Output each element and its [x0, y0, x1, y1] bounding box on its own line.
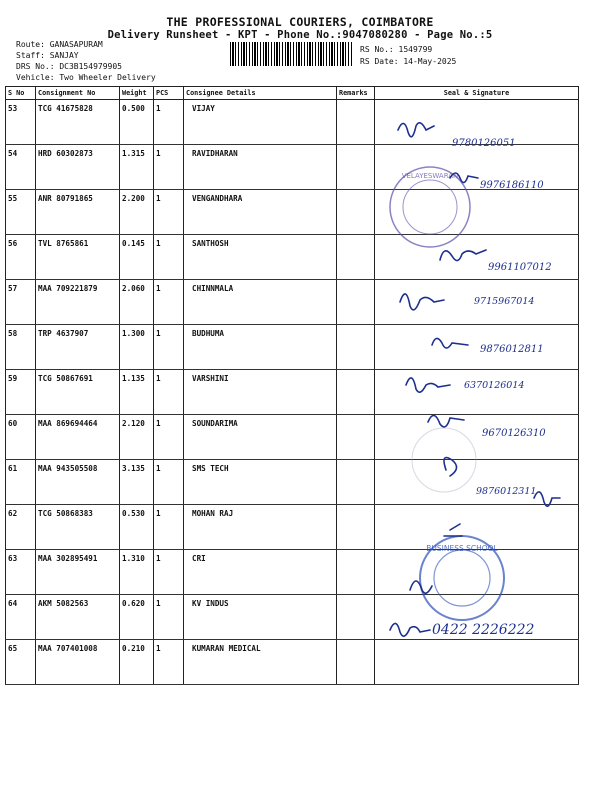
cell-consignment: TVL 8765861 [36, 235, 120, 280]
company-title: THE PROFESSIONAL COURIERS, COIMBATORE [166, 15, 434, 29]
rs-date: RS Date: 14-May-2025 [360, 57, 457, 66]
cell-pcs: 1 [154, 145, 184, 190]
table-row [6, 640, 579, 685]
cell-signature [375, 100, 579, 145]
cell-consignment: HRD 60302873 [36, 145, 120, 190]
table-header-row [6, 87, 579, 100]
cell-weight: 0.210 [120, 640, 154, 685]
cell-sno: 65 [6, 640, 36, 685]
cell-signature [375, 460, 579, 505]
cell-consignee: VIJAY [184, 100, 337, 145]
cell-remarks [337, 550, 375, 595]
cell-weight: 1.300 [120, 325, 154, 370]
cell-consignee: RAVIDHARAN [184, 145, 337, 190]
cell-sno: 63 [6, 550, 36, 595]
cell-remarks [337, 100, 375, 145]
cell-sno: 54 [6, 145, 36, 190]
cell-consignee: CHINNMALA [184, 280, 337, 325]
cell-consignment: MAA 707401008 [36, 640, 120, 685]
table-row [6, 550, 579, 595]
cell-sno: 55 [6, 190, 36, 235]
cell-consignee: MOHAN RAJ [184, 505, 337, 550]
cell-weight: 1.135 [120, 370, 154, 415]
cell-sno: 64 [6, 595, 36, 640]
table-row [6, 415, 579, 460]
table-row [6, 505, 579, 550]
cell-consignment: MAA 302895491 [36, 550, 120, 595]
handwritten-phone: 9715967014 [474, 296, 535, 307]
cell-pcs: 1 [154, 460, 184, 505]
cell-signature [375, 190, 579, 235]
cell-consignment: MAA 709221879 [36, 280, 120, 325]
cell-remarks [337, 595, 375, 640]
cell-pcs: 1 [154, 235, 184, 280]
cell-consignment: MAA 943505508 [36, 460, 120, 505]
cell-consignment: TCG 50868383 [36, 505, 120, 550]
cell-sno: 59 [6, 370, 36, 415]
cell-remarks [337, 145, 375, 190]
cell-consignee: KV INDUS [184, 595, 337, 640]
col-header-weight: Weight [120, 87, 154, 100]
cell-remarks [337, 460, 375, 505]
table-row [6, 190, 579, 235]
handwritten-phone: 9976186110 [480, 180, 544, 191]
handwritten-landline: 0422 2226222 [432, 622, 535, 638]
cell-pcs: 1 [154, 550, 184, 595]
cell-signature [375, 235, 579, 280]
cell-consignee: VENGANDHARA [184, 190, 337, 235]
cell-weight: 3.135 [120, 460, 154, 505]
cell-consignee: SANTHOSH [184, 235, 337, 280]
cell-consignment: TCG 41675828 [36, 100, 120, 145]
cell-remarks [337, 505, 375, 550]
cell-sno: 61 [6, 460, 36, 505]
handwritten-phone: 9670126310 [482, 428, 546, 439]
cell-signature [375, 505, 579, 550]
runsheet-subtitle: Delivery Runsheet - KPT - Phone No.:9047080280 - Page No.:5 [107, 29, 493, 41]
stamp-text-business: BUSINESS SCHOOL [426, 544, 498, 553]
cell-sno: 58 [6, 325, 36, 370]
cell-weight: 0.500 [120, 100, 154, 145]
handwritten-phone: 9876012811 [480, 344, 544, 355]
cell-remarks [337, 640, 375, 685]
cell-sno: 60 [6, 415, 36, 460]
cell-consignee: SOUNDARIMA [184, 415, 337, 460]
cell-consignment: AKM 5082563 [36, 595, 120, 640]
cell-pcs: 1 [154, 370, 184, 415]
cell-signature [375, 550, 579, 595]
cell-signature [375, 640, 579, 685]
table-row [6, 145, 579, 190]
cell-weight: 1.310 [120, 550, 154, 595]
cell-remarks [337, 190, 375, 235]
col-header-sno: S No [6, 87, 36, 100]
cell-pcs: 1 [154, 280, 184, 325]
cell-consignee: BUDHUMA [184, 325, 337, 370]
staff-label: Staff: SANJAY [16, 51, 79, 60]
cell-pcs: 1 [154, 415, 184, 460]
cell-remarks [337, 325, 375, 370]
table-row [6, 370, 579, 415]
cell-remarks [337, 415, 375, 460]
cell-signature [375, 280, 579, 325]
col-header-pcs: PCS [154, 87, 184, 100]
cell-weight: 0.530 [120, 505, 154, 550]
cell-consignment: TRP 4637907 [36, 325, 120, 370]
cell-consignee: KUMARAN MEDICAL [184, 640, 337, 685]
cell-weight: 2.200 [120, 190, 154, 235]
cell-consignee: SMS TECH [184, 460, 337, 505]
cell-remarks [337, 280, 375, 325]
col-header-consignment: Consignment No [36, 87, 120, 100]
cell-weight: 1.315 [120, 145, 154, 190]
table-row [6, 460, 579, 505]
cell-signature [375, 595, 579, 640]
handwritten-phone: 9876012311 [476, 486, 537, 497]
cell-weight: 0.620 [120, 595, 154, 640]
cell-pcs: 1 [154, 190, 184, 235]
handwritten-phone: 9780126051 [452, 138, 516, 149]
cell-consignment: MAA 869694464 [36, 415, 120, 460]
cell-consignee: VARSHINI [184, 370, 337, 415]
cell-weight: 2.060 [120, 280, 154, 325]
barcode-image [230, 42, 352, 66]
col-header-consignee: Consignee Details [184, 87, 337, 100]
cell-consignment: TCG 50867691 [36, 370, 120, 415]
handwritten-phone: 9961107012 [488, 262, 552, 273]
cell-pcs: 1 [154, 595, 184, 640]
runsheet-table [5, 86, 579, 685]
cell-signature [375, 370, 579, 415]
cell-signature [375, 415, 579, 460]
cell-pcs: 1 [154, 505, 184, 550]
cell-weight: 2.120 [120, 415, 154, 460]
drs-label: DRS No.: DC3B154979905 [16, 62, 122, 71]
cell-signature [375, 145, 579, 190]
cell-pcs: 1 [154, 640, 184, 685]
table-row [6, 100, 579, 145]
cell-remarks [337, 370, 375, 415]
cell-consignment: ANR 80791865 [36, 190, 120, 235]
cell-sno: 57 [6, 280, 36, 325]
cell-remarks [337, 235, 375, 280]
cell-pcs: 1 [154, 325, 184, 370]
table-row [6, 280, 579, 325]
col-header-remarks: Remarks [337, 87, 375, 100]
cell-sno: 62 [6, 505, 36, 550]
table-row [6, 325, 579, 370]
col-header-signature: Seal & Signature [375, 87, 579, 100]
cell-signature [375, 325, 579, 370]
stamp-text-top: VELAYESWARAN [401, 172, 459, 180]
table-row [6, 595, 579, 640]
rs-number: RS No.: 1549799 [360, 45, 433, 54]
cell-consignee: CRI [184, 550, 337, 595]
table-row [6, 235, 579, 280]
cell-sno: 53 [6, 100, 36, 145]
vehicle-label: Vehicle: Two Wheeler Delivery [16, 73, 156, 82]
handwritten-phone: 6370126014 [464, 380, 525, 391]
cell-pcs: 1 [154, 100, 184, 145]
route-label: Route: GANASAPURAM [16, 40, 103, 49]
cell-sno: 56 [6, 235, 36, 280]
cell-weight: 0.145 [120, 235, 154, 280]
